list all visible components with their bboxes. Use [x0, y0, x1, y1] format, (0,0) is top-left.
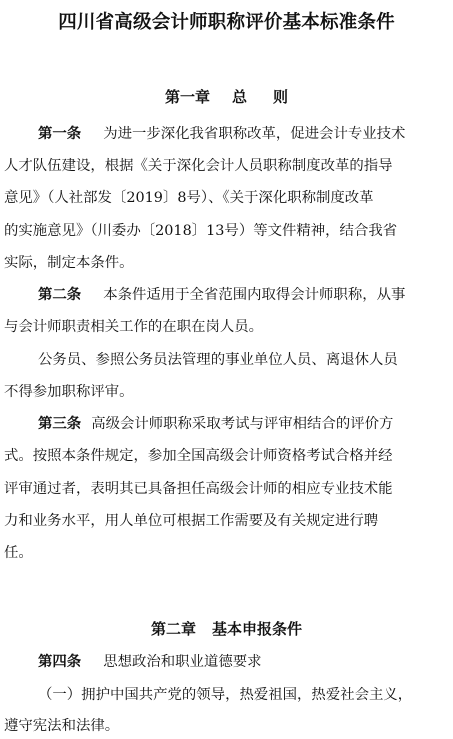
article-1-line-4: 的实施意见》（川委办〔2018〕13号）等文件精神，结合我省 — [4, 223, 398, 239]
article-2-label: 第二条 — [38, 287, 82, 303]
article-2-text: 本条件适用于全省范围内取得会计师职称，从事 — [103, 287, 406, 303]
article-1-label: 第一条 — [38, 126, 82, 142]
chapter-1-word-1: 总 — [231, 88, 247, 106]
chapter-2-number: 第二章 — [150, 620, 196, 638]
article-3-line-2: 式。按照本条件规定，参加全国高级会计师资格考试合格并经 — [4, 448, 393, 464]
article-3-line-5: 任。 — [4, 545, 33, 561]
article-2-line-3: 公务员、参照公务员法管理的事业单位人员、离退休人员 — [38, 352, 398, 368]
article-3-line-4: 力和业务水平，用人单位可根据工作需要及有关规定进行聘 — [4, 513, 379, 529]
article-1-text: 为进一步深化我省职称改革，促进会计专业技术 — [103, 126, 406, 142]
article-2-line-4: 不得参加职称评审。 — [4, 384, 134, 400]
article-1-line-2: 人才队伍建设，根据《关于深化会计人员职称制度改革的指导 — [4, 158, 393, 174]
article-4-text: 思想政治和职业道德要求 — [103, 654, 262, 670]
article-3-text: 高级会计师职称采取考试与评审相结合的评价方 — [91, 416, 394, 432]
article-3-line-3: 评审通过者，表明其已具备担任高级会计师的相应专业技术能 — [4, 481, 393, 497]
article-4-label: 第四条 — [38, 654, 82, 670]
article-2-line-1 — [38, 285, 405, 305]
chapter-1-word-2: 则 — [273, 88, 289, 106]
chapter-2-name: 基本申报条件 — [212, 620, 303, 638]
article-1-line-1 — [38, 124, 405, 144]
article-3-label: 第三条 — [38, 416, 82, 432]
article-3-line-1 — [38, 414, 393, 434]
article-4-line-1 — [38, 652, 262, 672]
page-title: 四川省高级会计师职称评价基本标准条件 — [58, 12, 395, 33]
article-4-line-3: 遵守宪法和法律。 — [4, 718, 120, 734]
article-1-line-3: 意见》（人社部发〔2019〕8号）、《关于深化职称制度改革 — [4, 190, 374, 206]
article-1-line-5: 实际，制定本条件。 — [4, 255, 134, 271]
article-2-line-2: 与会计师职责相关工作的在职在岗人员。 — [4, 319, 264, 335]
article-4-line-2: （一）拥护中国共产党的领导，热爱祖国，热爱社会主义， — [38, 687, 413, 703]
chapter-1-number: 第一章 — [164, 88, 210, 106]
chapter-2-heading — [0, 618, 453, 639]
chapter-1-heading — [0, 86, 453, 107]
